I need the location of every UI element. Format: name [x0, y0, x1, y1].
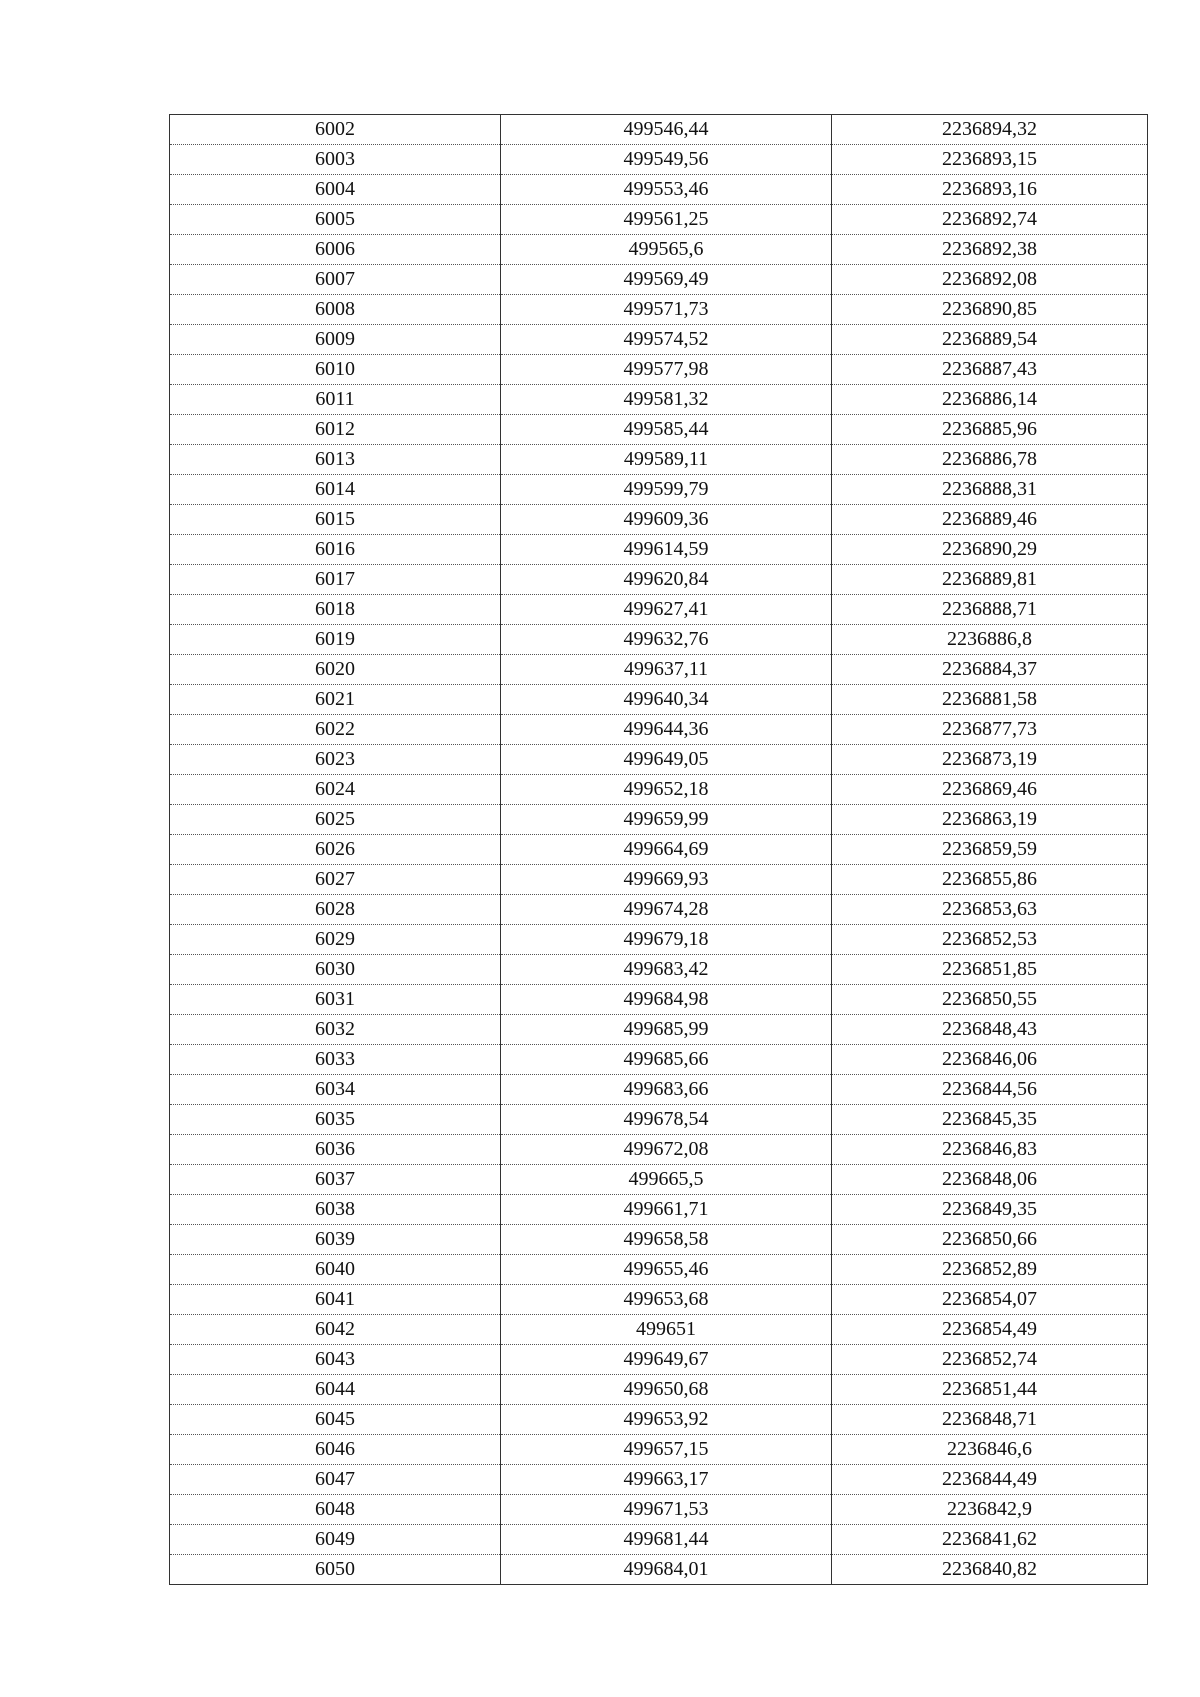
y-coordinate-cell: 2236888,71: [832, 595, 1148, 625]
point-number-cell: 6029: [170, 925, 501, 955]
x-coordinate-cell: 499652,18: [501, 775, 832, 805]
y-coordinate-cell: 2236886,78: [832, 445, 1148, 475]
point-number-cell: 6016: [170, 535, 501, 565]
x-coordinate-cell: 499663,17: [501, 1465, 832, 1495]
table-row: [170, 295, 1148, 325]
point-number-cell: 6008: [170, 295, 501, 325]
table-row: [170, 595, 1148, 625]
x-coordinate-cell: 499683,66: [501, 1075, 832, 1105]
table-row: [170, 925, 1148, 955]
point-number-cell: 6042: [170, 1315, 501, 1345]
table-row: [170, 1465, 1148, 1495]
y-coordinate-cell: 2236842,9: [832, 1495, 1148, 1525]
table-row: [170, 775, 1148, 805]
x-coordinate-cell: 499649,05: [501, 745, 832, 775]
y-coordinate-cell: 2236892,38: [832, 235, 1148, 265]
table-row: [170, 385, 1148, 415]
table-row: [170, 1375, 1148, 1405]
point-number-cell: 6021: [170, 685, 501, 715]
point-number-cell: 6030: [170, 955, 501, 985]
table-row: [170, 955, 1148, 985]
table-row: [170, 505, 1148, 535]
table-row: [170, 805, 1148, 835]
y-coordinate-cell: 2236894,32: [832, 115, 1148, 145]
x-coordinate-cell: 499658,58: [501, 1225, 832, 1255]
point-number-cell: 6032: [170, 1015, 501, 1045]
point-number-cell: 6045: [170, 1405, 501, 1435]
y-coordinate-cell: 2236889,46: [832, 505, 1148, 535]
table-row: [170, 1315, 1148, 1345]
table-row: [170, 1195, 1148, 1225]
point-number-cell: 6022: [170, 715, 501, 745]
y-coordinate-cell: 2236844,49: [832, 1465, 1148, 1495]
y-coordinate-cell: 2236886,8: [832, 625, 1148, 655]
point-number-cell: 6039: [170, 1225, 501, 1255]
x-coordinate-cell: 499685,99: [501, 1015, 832, 1045]
y-coordinate-cell: 2236889,54: [832, 325, 1148, 355]
point-number-cell: 6013: [170, 445, 501, 475]
point-number-cell: 6050: [170, 1555, 501, 1585]
x-coordinate-cell: 499678,54: [501, 1105, 832, 1135]
table-row: [170, 895, 1148, 925]
table-row: [170, 565, 1148, 595]
point-number-cell: 6010: [170, 355, 501, 385]
y-coordinate-cell: 2236852,53: [832, 925, 1148, 955]
x-coordinate-cell: 499669,93: [501, 865, 832, 895]
point-number-cell: 6035: [170, 1105, 501, 1135]
table-row: [170, 1435, 1148, 1465]
point-number-cell: 6028: [170, 895, 501, 925]
y-coordinate-cell: 2236877,73: [832, 715, 1148, 745]
x-coordinate-cell: 499565,6: [501, 235, 832, 265]
x-coordinate-cell: 499561,25: [501, 205, 832, 235]
y-coordinate-cell: 2236844,56: [832, 1075, 1148, 1105]
point-number-cell: 6005: [170, 205, 501, 235]
point-number-cell: 6047: [170, 1465, 501, 1495]
x-coordinate-cell: 499665,5: [501, 1165, 832, 1195]
table-row: [170, 1405, 1148, 1435]
point-number-cell: 6033: [170, 1045, 501, 1075]
point-number-cell: 6038: [170, 1195, 501, 1225]
point-number-cell: 6025: [170, 805, 501, 835]
table-row: [170, 715, 1148, 745]
x-coordinate-cell: 499571,73: [501, 295, 832, 325]
y-coordinate-cell: 2236841,62: [832, 1525, 1148, 1555]
x-coordinate-cell: 499644,36: [501, 715, 832, 745]
y-coordinate-cell: 2236863,19: [832, 805, 1148, 835]
table-row: [170, 985, 1148, 1015]
point-number-cell: 6011: [170, 385, 501, 415]
table-row: [170, 1495, 1148, 1525]
x-coordinate-cell: 499585,44: [501, 415, 832, 445]
point-number-cell: 6044: [170, 1375, 501, 1405]
x-coordinate-cell: 499671,53: [501, 1495, 832, 1525]
table-row: [170, 655, 1148, 685]
table-row: [170, 1225, 1148, 1255]
y-coordinate-cell: 2236848,71: [832, 1405, 1148, 1435]
x-coordinate-cell: 499659,99: [501, 805, 832, 835]
point-number-cell: 6040: [170, 1255, 501, 1285]
point-number-cell: 6026: [170, 835, 501, 865]
table-row: [170, 535, 1148, 565]
point-number-cell: 6036: [170, 1135, 501, 1165]
y-coordinate-cell: 2236850,55: [832, 985, 1148, 1015]
x-coordinate-cell: 499661,71: [501, 1195, 832, 1225]
x-coordinate-cell: 499684,98: [501, 985, 832, 1015]
point-number-cell: 6041: [170, 1285, 501, 1315]
y-coordinate-cell: 2236892,08: [832, 265, 1148, 295]
point-number-cell: 6009: [170, 325, 501, 355]
x-coordinate-cell: 499672,08: [501, 1135, 832, 1165]
x-coordinate-cell: 499653,68: [501, 1285, 832, 1315]
table-row: [170, 1135, 1148, 1165]
x-coordinate-cell: 499655,46: [501, 1255, 832, 1285]
x-coordinate-cell: 499574,52: [501, 325, 832, 355]
y-coordinate-cell: 2236893,16: [832, 175, 1148, 205]
x-coordinate-cell: 499674,28: [501, 895, 832, 925]
x-coordinate-cell: 499637,11: [501, 655, 832, 685]
table-row: [170, 625, 1148, 655]
x-coordinate-cell: 499649,67: [501, 1345, 832, 1375]
table-row: [170, 415, 1148, 445]
y-coordinate-cell: 2236893,15: [832, 145, 1148, 175]
y-coordinate-cell: 2236848,06: [832, 1165, 1148, 1195]
point-number-cell: 6019: [170, 625, 501, 655]
x-coordinate-cell: 499577,98: [501, 355, 832, 385]
x-coordinate-cell: 499653,92: [501, 1405, 832, 1435]
point-number-cell: 6003: [170, 145, 501, 175]
table-row: [170, 1555, 1148, 1585]
table-row: [170, 835, 1148, 865]
x-coordinate-cell: 499609,36: [501, 505, 832, 535]
x-coordinate-cell: 499549,56: [501, 145, 832, 175]
y-coordinate-cell: 2236890,85: [832, 295, 1148, 325]
y-coordinate-cell: 2236859,59: [832, 835, 1148, 865]
table-row: [170, 445, 1148, 475]
y-coordinate-cell: 2236869,46: [832, 775, 1148, 805]
point-number-cell: 6004: [170, 175, 501, 205]
point-number-cell: 6034: [170, 1075, 501, 1105]
point-number-cell: 6048: [170, 1495, 501, 1525]
y-coordinate-cell: 2236884,37: [832, 655, 1148, 685]
y-coordinate-cell: 2236854,49: [832, 1315, 1148, 1345]
point-number-cell: 6031: [170, 985, 501, 1015]
table-row: [170, 235, 1148, 265]
x-coordinate-cell: 499657,15: [501, 1435, 832, 1465]
table-row: [170, 355, 1148, 385]
point-number-cell: 6012: [170, 415, 501, 445]
y-coordinate-cell: 2236846,83: [832, 1135, 1148, 1165]
x-coordinate-cell: 499679,18: [501, 925, 832, 955]
y-coordinate-cell: 2236886,14: [832, 385, 1148, 415]
x-coordinate-cell: 499640,34: [501, 685, 832, 715]
x-coordinate-cell: 499614,59: [501, 535, 832, 565]
y-coordinate-cell: 2236846,6: [832, 1435, 1148, 1465]
y-coordinate-cell: 2236848,43: [832, 1015, 1148, 1045]
y-coordinate-cell: 2236873,19: [832, 745, 1148, 775]
y-coordinate-cell: 2236890,29: [832, 535, 1148, 565]
y-coordinate-cell: 2236849,35: [832, 1195, 1148, 1225]
x-coordinate-cell: 499685,66: [501, 1045, 832, 1075]
coordinates-table: [169, 114, 1148, 1585]
x-coordinate-cell: 499599,79: [501, 475, 832, 505]
y-coordinate-cell: 2236885,96: [832, 415, 1148, 445]
table-row: [170, 1015, 1148, 1045]
table-row: [170, 115, 1148, 145]
y-coordinate-cell: 2236851,44: [832, 1375, 1148, 1405]
x-coordinate-cell: 499650,68: [501, 1375, 832, 1405]
point-number-cell: 6049: [170, 1525, 501, 1555]
x-coordinate-cell: 499683,42: [501, 955, 832, 985]
point-number-cell: 6020: [170, 655, 501, 685]
y-coordinate-cell: 2236855,86: [832, 865, 1148, 895]
point-number-cell: 6018: [170, 595, 501, 625]
table-row: [170, 265, 1148, 295]
y-coordinate-cell: 2236852,89: [832, 1255, 1148, 1285]
point-number-cell: 6043: [170, 1345, 501, 1375]
table-row: [170, 1105, 1148, 1135]
y-coordinate-cell: 2236854,07: [832, 1285, 1148, 1315]
y-coordinate-cell: 2236888,31: [832, 475, 1148, 505]
x-coordinate-cell: 499546,44: [501, 115, 832, 145]
x-coordinate-cell: 499620,84: [501, 565, 832, 595]
point-number-cell: 6024: [170, 775, 501, 805]
x-coordinate-cell: 499632,76: [501, 625, 832, 655]
table-row: [170, 175, 1148, 205]
point-number-cell: 6023: [170, 745, 501, 775]
table-row: [170, 745, 1148, 775]
point-number-cell: 6007: [170, 265, 501, 295]
table-row: [170, 685, 1148, 715]
y-coordinate-cell: 2236852,74: [832, 1345, 1148, 1375]
point-number-cell: 6002: [170, 115, 501, 145]
point-number-cell: 6017: [170, 565, 501, 595]
table-row: [170, 1165, 1148, 1195]
x-coordinate-cell: 499553,46: [501, 175, 832, 205]
y-coordinate-cell: 2236881,58: [832, 685, 1148, 715]
y-coordinate-cell: 2236887,43: [832, 355, 1148, 385]
y-coordinate-cell: 2236850,66: [832, 1225, 1148, 1255]
x-coordinate-cell: 499569,49: [501, 265, 832, 295]
x-coordinate-cell: 499627,41: [501, 595, 832, 625]
table-row: [170, 1525, 1148, 1555]
y-coordinate-cell: 2236889,81: [832, 565, 1148, 595]
x-coordinate-cell: 499589,11: [501, 445, 832, 475]
x-coordinate-cell: 499651: [501, 1315, 832, 1345]
table-row: [170, 475, 1148, 505]
table-row: [170, 1285, 1148, 1315]
point-number-cell: 6046: [170, 1435, 501, 1465]
table-row: [170, 1345, 1148, 1375]
y-coordinate-cell: 2236892,74: [832, 205, 1148, 235]
table-row: [170, 1075, 1148, 1105]
point-number-cell: 6006: [170, 235, 501, 265]
coordinates-table-body: [170, 115, 1148, 1585]
table-row: [170, 325, 1148, 355]
y-coordinate-cell: 2236853,63: [832, 895, 1148, 925]
point-number-cell: 6014: [170, 475, 501, 505]
table-row: [170, 205, 1148, 235]
y-coordinate-cell: 2236845,35: [832, 1105, 1148, 1135]
point-number-cell: 6027: [170, 865, 501, 895]
point-number-cell: 6037: [170, 1165, 501, 1195]
table-row: [170, 1255, 1148, 1285]
x-coordinate-cell: 499581,32: [501, 385, 832, 415]
x-coordinate-cell: 499681,44: [501, 1525, 832, 1555]
x-coordinate-cell: 499664,69: [501, 835, 832, 865]
y-coordinate-cell: 2236851,85: [832, 955, 1148, 985]
point-number-cell: 6015: [170, 505, 501, 535]
table-row: [170, 145, 1148, 175]
y-coordinate-cell: 2236846,06: [832, 1045, 1148, 1075]
table-row: [170, 865, 1148, 895]
table-row: [170, 1045, 1148, 1075]
x-coordinate-cell: 499684,01: [501, 1555, 832, 1585]
y-coordinate-cell: 2236840,82: [832, 1555, 1148, 1585]
